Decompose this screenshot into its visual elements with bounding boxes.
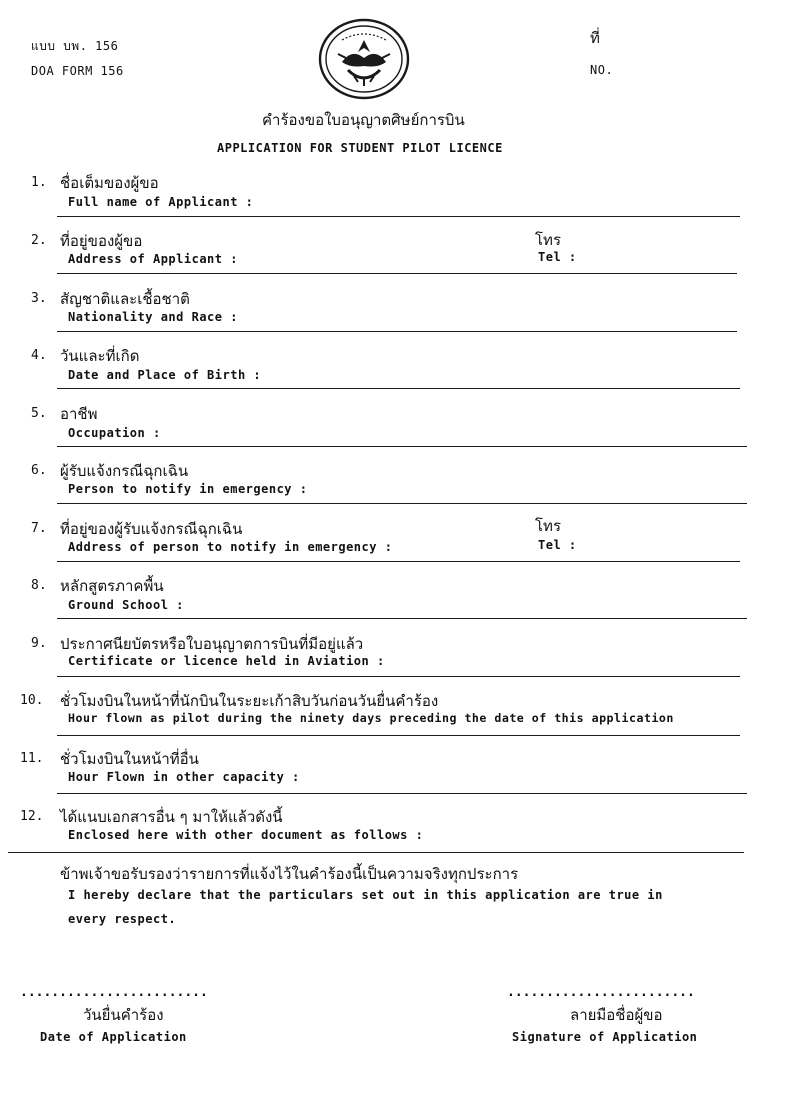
signature-dots[interactable]: ........................ (507, 985, 695, 1000)
item-10-number: 10. (20, 693, 44, 708)
declaration-thai: ข้าพเจ้าขอรับรองว่ารายการที่แจ้งไว้ในคำร้องนี้เป็นความจริงทุกประการ (60, 865, 519, 883)
declaration-en-line2: every respect. (68, 912, 177, 926)
item-11-label-thai: ชั่วโมงบินในหน้าที่อื่น (60, 750, 199, 768)
item-6-field-line[interactable] (57, 503, 747, 504)
item-5-field-line[interactable] (57, 446, 747, 447)
form-code-en: DOA FORM 156 (31, 64, 124, 78)
item-12-label-en: Enclosed here with other document as follows : (68, 828, 424, 842)
signature-en: Signature of Application (512, 1030, 698, 1044)
number-label-thai: ที่ (590, 29, 600, 47)
item-11-field-line[interactable] (57, 793, 747, 794)
title-en: APPLICATION FOR STUDENT PILOT LICENCE (217, 141, 503, 155)
item-3-number: 3. (31, 291, 47, 306)
item-1-number: 1. (31, 175, 47, 190)
item-2-label-thai: ที่อยู่ของผู้ขอ (60, 232, 143, 250)
item-7-label-thai: ที่อยู่ของผู้รับแจ้งกรณีฉุกเฉิน (60, 520, 243, 538)
item-11-number: 11. (20, 751, 44, 766)
item-2-tel-thai: โทร (535, 231, 562, 249)
item-9-number: 9. (31, 636, 47, 651)
item-3-field-line[interactable] (57, 331, 737, 332)
item-5-number: 5. (31, 406, 47, 421)
item-6-number: 6. (31, 463, 47, 478)
title-thai: คำร้องขอใบอนุญาตศิษย์การบิน (262, 111, 465, 129)
date-of-application-en: Date of Application (40, 1030, 187, 1044)
item-9-field-line[interactable] (57, 676, 740, 677)
department-seal-icon (318, 18, 410, 100)
item-11-label-en: Hour Flown in other capacity : (68, 770, 300, 784)
item-12-number: 12. (20, 809, 44, 824)
item-1-label-en: Full name of Applicant : (68, 195, 254, 209)
declaration-en-line1: I hereby declare that the particulars set out in this application are true in (68, 888, 663, 902)
item-5-label-en: Occupation : (68, 426, 161, 440)
item-3-label-en: Nationality and Race : (68, 310, 238, 324)
item-1-label-thai: ชื่อเต็มของผู้ขอ (60, 174, 159, 192)
item-1-field-line[interactable] (57, 216, 740, 217)
item-9-label-thai: ประกาศนียบัตรหรือใบอนุญาตการบินที่มีอยู่แล้ว (60, 635, 364, 653)
date-of-application-thai: วันยื่นคำร้อง (83, 1006, 164, 1024)
item-12-label-thai: ได้แนบเอกสารอื่น ๆ มาให้แล้วดังนี้ (60, 808, 283, 826)
item-8-field-line[interactable] (57, 618, 747, 619)
item-10-label-thai: ชั่วโมงบินในหน้าที่นักบินในระยะเก้าสิบวันก่อนวันยื่นคำร้อง (60, 692, 439, 710)
item-4-field-line[interactable] (57, 388, 740, 389)
item-2-number: 2. (31, 233, 47, 248)
form-code-thai: แบบ บพ. 156 (31, 39, 119, 53)
item-7-tel-thai: โทร (535, 517, 562, 535)
item-2-label-en: Address of Applicant : (68, 252, 238, 266)
item-10-label-en: Hour flown as pilot during the ninety days preceding the date of this application (68, 711, 674, 725)
item-4-label-thai: วันและที่เกิด (60, 347, 140, 365)
item-7-field-line[interactable] (57, 561, 740, 562)
item-8-label-en: Ground School : (68, 598, 184, 612)
item-4-number: 4. (31, 348, 47, 363)
item-7-label-en: Address of person to notify in emergency : (68, 540, 393, 554)
item-8-label-thai: หลักสูตรภาคพื้น (60, 577, 164, 595)
item-4-label-en: Date and Place of Birth : (68, 368, 262, 382)
item-12-field-line[interactable] (8, 852, 744, 853)
item-10-field-line[interactable] (57, 735, 740, 736)
item-5-label-thai: อาชีพ (60, 405, 98, 423)
item-2-tel-en: Tel : (538, 250, 577, 264)
number-label-en: NO. (590, 63, 614, 77)
signature-thai: ลายมือชื่อผู้ขอ (570, 1006, 663, 1024)
item-2-field-line[interactable] (57, 273, 737, 274)
item-7-number: 7. (31, 521, 47, 536)
item-8-number: 8. (31, 578, 47, 593)
date-of-application-dots[interactable]: ........................ (20, 985, 208, 1000)
item-6-label-en: Person to notify in emergency : (68, 482, 308, 496)
item-6-label-thai: ผู้รับแจ้งกรณีฉุกเฉิน (60, 462, 189, 480)
item-7-tel-en: Tel : (538, 538, 577, 552)
item-3-label-thai: สัญชาติและเชื้อชาติ (60, 290, 190, 308)
item-9-label-en: Certificate or licence held in Aviation : (68, 654, 385, 668)
